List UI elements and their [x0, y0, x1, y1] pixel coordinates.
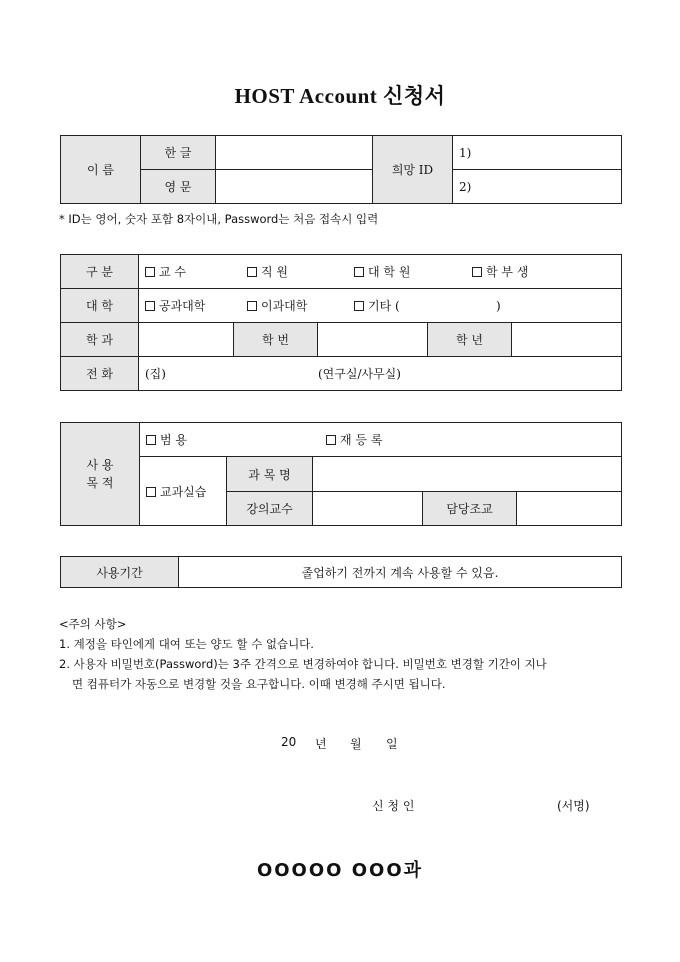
checkbox-icon: [247, 301, 257, 311]
option-label: 재 등 록: [340, 433, 383, 447]
option-label: 기타 (: [368, 299, 400, 313]
college-option-engineering[interactable]: [145, 297, 247, 314]
id-option-2-label: 2): [459, 179, 472, 194]
option-label: 학 부 생: [486, 265, 529, 279]
purpose-table: [60, 422, 622, 526]
id-option-1-label: 1): [459, 145, 472, 160]
checkbox-icon: [247, 267, 257, 277]
ta-label: 담당조교: [423, 492, 517, 526]
checkbox-icon: [146, 435, 156, 445]
professor-field[interactable]: [313, 492, 423, 526]
form-title: HOST Account 신청서: [234, 84, 446, 108]
course-name-label: 과 목 명: [227, 457, 313, 492]
purpose-option-general[interactable]: [146, 431, 326, 448]
category-option-undergraduate[interactable]: [472, 263, 528, 280]
category-option-professor[interactable]: [145, 263, 247, 280]
course-name-field[interactable]: [313, 457, 622, 492]
checkbox-icon: [145, 267, 155, 277]
phone-home-label: (집): [145, 367, 166, 381]
purpose-label: [61, 423, 140, 526]
date-day-unit: 일: [386, 737, 398, 751]
caution-item-1: 1. 계정을 타인에게 대여 또는 양도 할 수 없습니다.: [59, 637, 314, 651]
date-month-unit: 월: [350, 737, 362, 751]
desired-id-field-2[interactable]: [453, 170, 622, 204]
option-label: 교과실습: [160, 484, 207, 499]
checkbox-icon: [354, 267, 364, 277]
date-year-unit: 년: [315, 737, 327, 751]
english-name-label: 영 문: [141, 170, 216, 204]
option-label: 범 용: [160, 433, 187, 447]
option-label: 대 학 원: [368, 265, 411, 279]
purpose-option-reregister[interactable]: [326, 433, 382, 447]
korean-name-field[interactable]: [216, 136, 373, 170]
phone-office-label: (연구실/사무실): [318, 367, 401, 381]
year-field[interactable]: [512, 323, 622, 357]
college-label: 대 학: [61, 289, 139, 323]
checkbox-icon: [354, 301, 364, 311]
checkbox-icon: [326, 435, 336, 445]
option-label: 공과대학: [159, 299, 206, 313]
professor-label: 강의교수: [227, 492, 313, 526]
purpose-option-course[interactable]: [140, 457, 227, 526]
purpose-options: [140, 423, 622, 457]
applicant-info-table: [60, 254, 622, 391]
id-note: * ID는 영어, 숫자 포함 8자이내, Password는 처음 접속시 입력: [59, 212, 379, 226]
option-label: 이과대학: [261, 299, 308, 313]
usage-period-value: 졸업하기 전까지 계속 사용할 수 있음.: [179, 557, 622, 588]
checkbox-icon: [145, 301, 155, 311]
college-option-other[interactable]: [354, 297, 496, 314]
category-options: [139, 255, 622, 289]
desired-id-label: 희망 ID: [373, 136, 453, 204]
name-label: 이 름: [61, 136, 141, 204]
date-year-prefix: 20: [281, 735, 297, 749]
college-option-science[interactable]: [247, 297, 354, 314]
option-label: 직 원: [261, 265, 288, 279]
option-label: 교 수: [159, 265, 186, 279]
student-number-field[interactable]: [318, 323, 428, 357]
cautions-heading: <주의 사항>: [59, 617, 127, 631]
usage-period-label: 사용기간: [61, 557, 179, 588]
korean-name-label: 한 글: [141, 136, 216, 170]
phone-label: 전 화: [61, 357, 139, 391]
purpose-label-line1: 사 용: [86, 458, 114, 472]
student-number-label: 학 번: [234, 323, 318, 357]
category-option-graduate[interactable]: [354, 263, 472, 280]
caution-item-2-line1: 2. 사용자 비밀번호(Password)는 3주 간격으로 변경하여야 합니다. 비밀번호 변경할 기간이 지나: [59, 657, 547, 671]
usage-period-table: [60, 556, 622, 588]
applicant-label: 신 청 인: [372, 799, 415, 813]
year-label: 학 년: [428, 323, 512, 357]
cautions: [59, 614, 629, 694]
checkbox-icon: [146, 487, 156, 497]
category-label: 구 분: [61, 255, 139, 289]
department-footer: OOOOO OOO과: [256, 860, 424, 881]
department-label: 학 과: [61, 323, 139, 357]
signature-label: (서명): [557, 799, 590, 813]
caution-item-2-line2: 면 컴퓨터가 자동으로 변경할 것을 요구합니다. 이때 변경해 주시면 됩니다.: [72, 677, 446, 691]
category-option-staff[interactable]: [247, 263, 354, 280]
desired-id-field-1[interactable]: [453, 136, 622, 170]
name-id-table: [60, 135, 622, 204]
college-other-close: ): [496, 299, 501, 313]
purpose-label-line2: 목 적: [86, 476, 114, 490]
college-options: [139, 289, 622, 323]
english-name-field[interactable]: [216, 170, 373, 204]
phone-field[interactable]: [139, 357, 622, 391]
checkbox-icon: [472, 267, 482, 277]
ta-field[interactable]: [517, 492, 622, 526]
department-field[interactable]: [139, 323, 234, 357]
